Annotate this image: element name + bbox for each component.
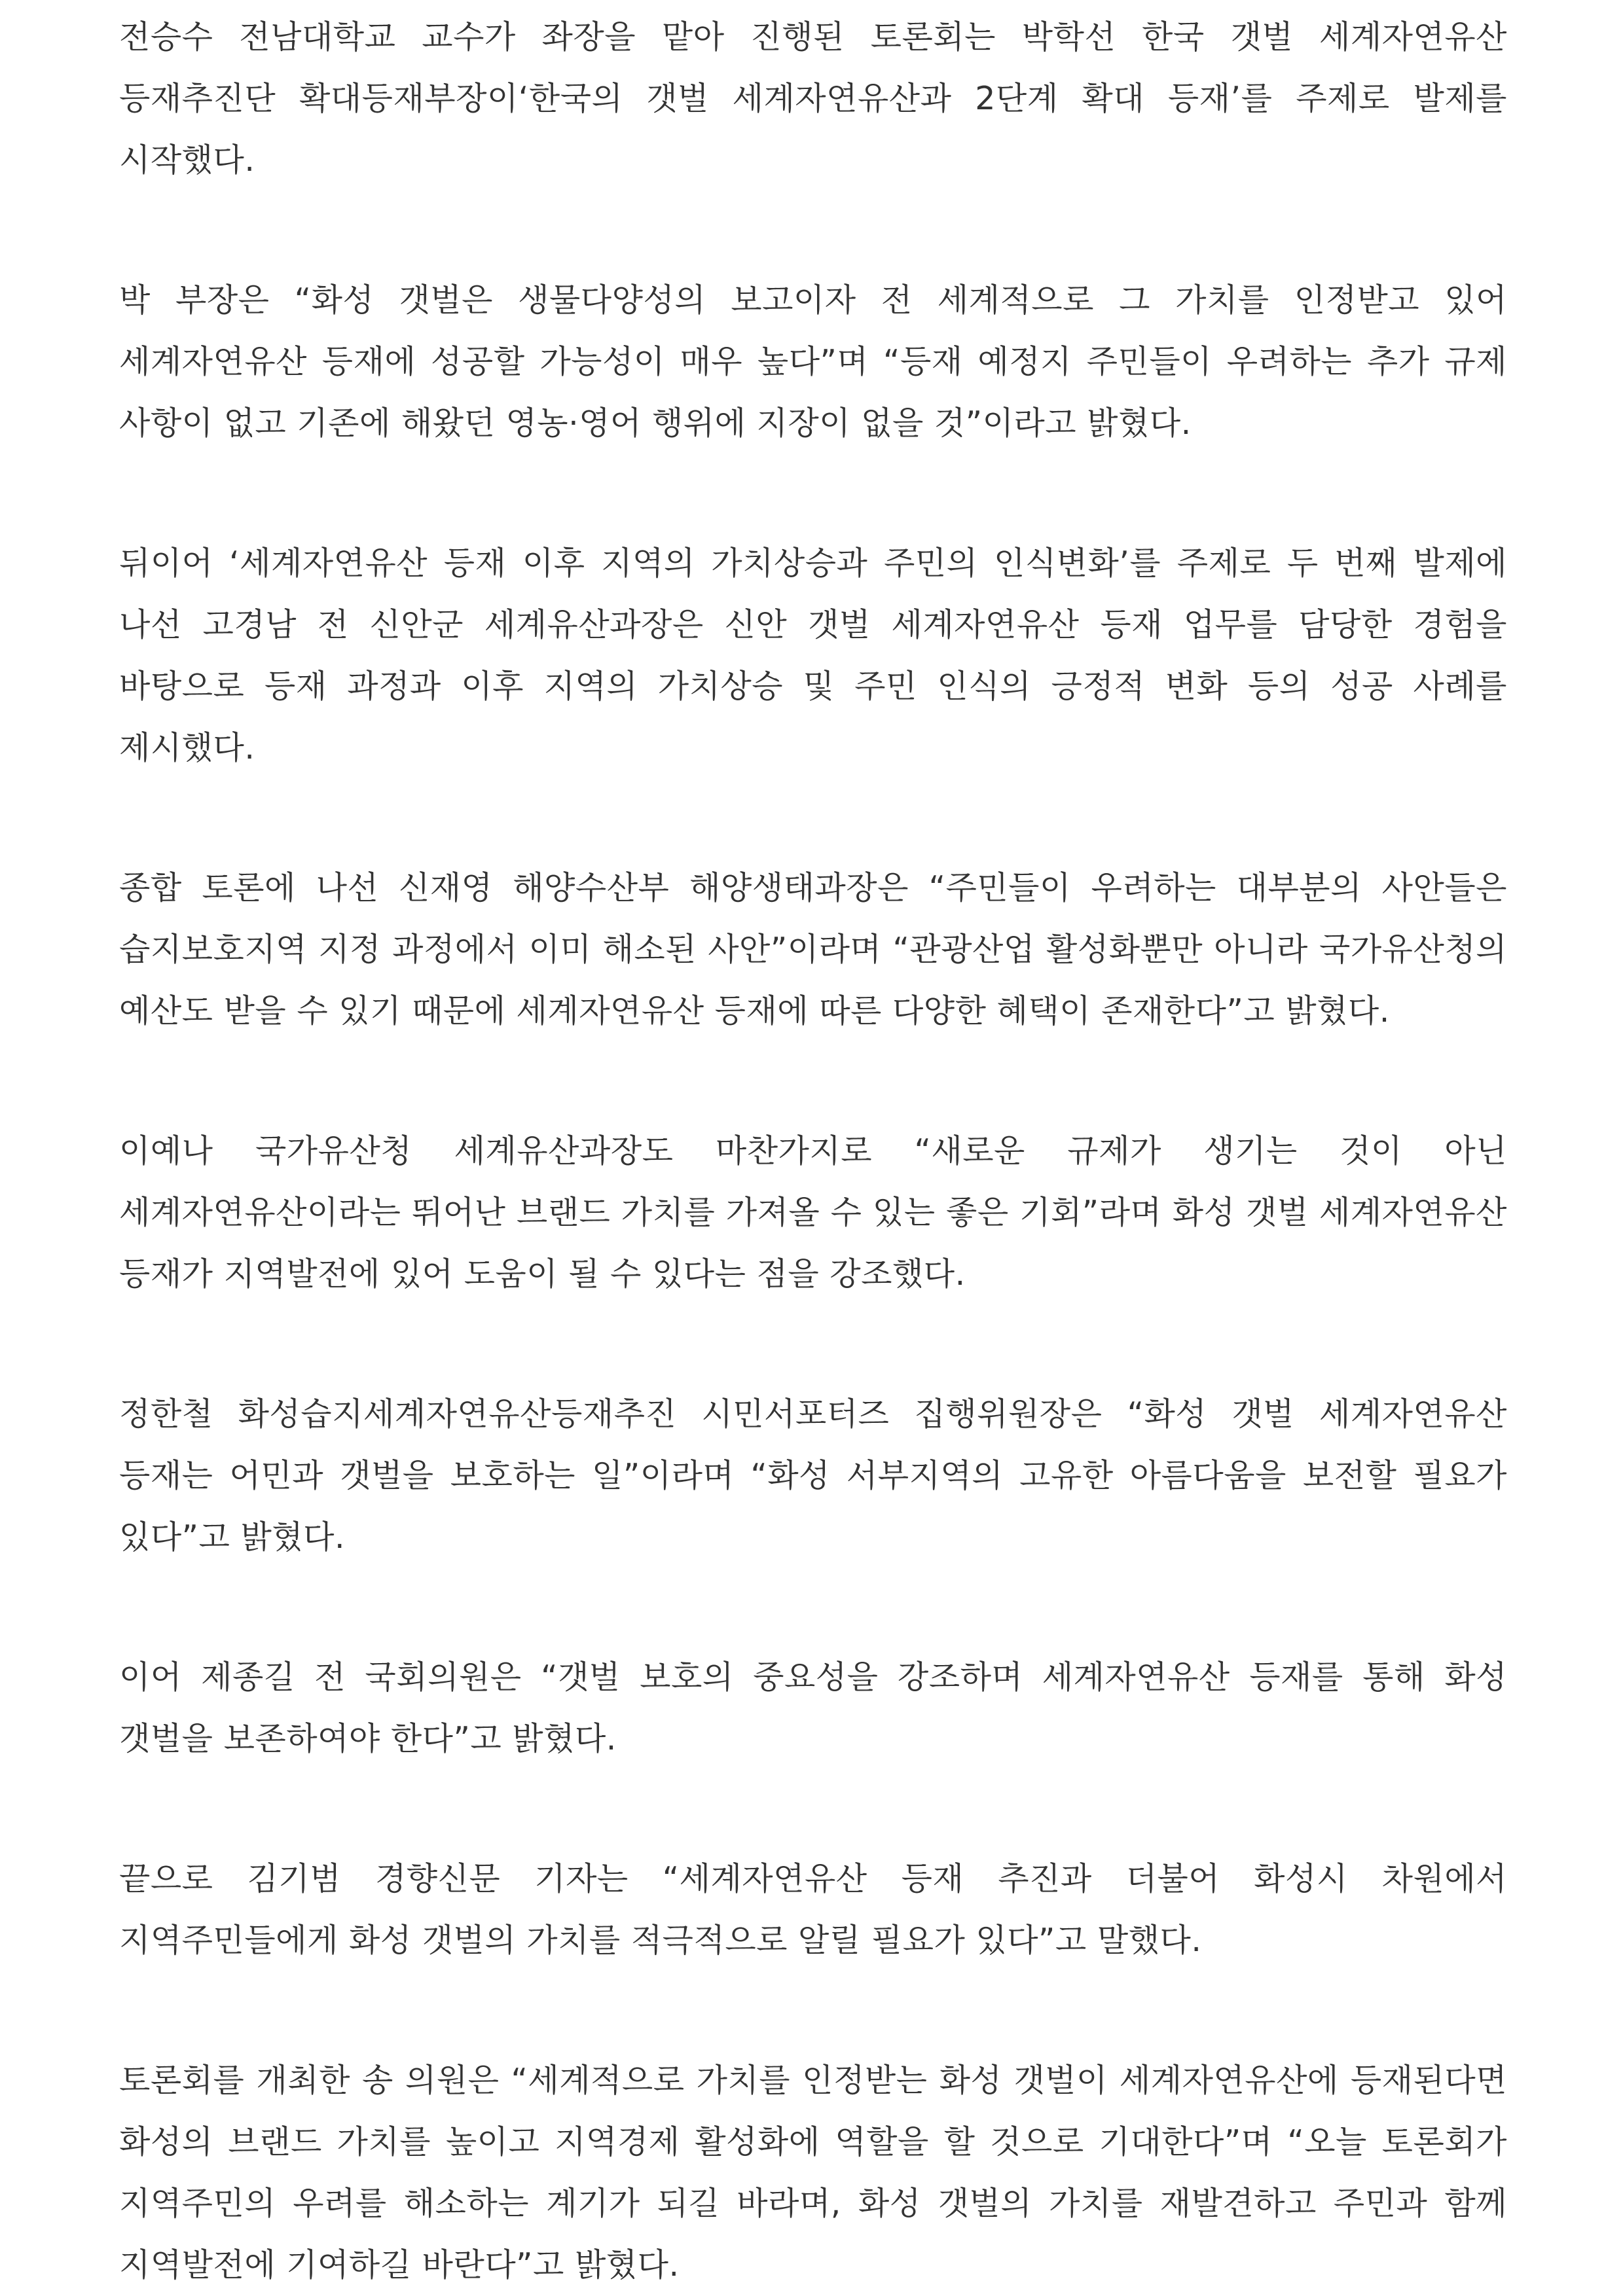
paragraph-moderator-intro: 전승수 전남대학교 교수가 좌장을 맡아 진행된 토론회는 박학선 한국 갯벌 세계자연유산 등재추진단 확대등재부장이‘한국의 갯벌 세계자연유산과 2단계 확대 등재’를 주제로 발제를 시작했다. [119,18,1507,179]
article-body [119,7,1507,2296]
paragraph-ko-presentation: 뒤이어 ‘세계자연유산 등재 이후 지역의 가치상승과 주민의 인식변화’를 주제로 두 번째 발제에 나선 고경남 전 신안군 세계유산과장은 신안 갯벌 세계자연유산 등재 업무를 담당한 경험을 바탕으로 등재 과정과 이후 지역의 가치상승 및 주민 인식의 긍정적 변화 등의 성공 사례를 제시했다. [119,545,1507,766]
paragraph-lee-statement: 이예나 국가유산청 세계유산과장도 마찬가지로 “새로운 규제가 생기는 것이 아닌 세계자연유산이라는 뛰어난 브랜드 가치를 가져올 수 있는 좋은 기회”라며 화성 갯벌 세계자연유산 등재가 지역발전에 있어 도움이 될 수 있다는 점을 강조했다. [119,1132,1507,1293]
paragraph-park-statement: 박 부장은 “화성 갯벌은 생물다양성의 보고이자 전 세계적으로 그 가치를 인정받고 있어 세계자연유산 등재에 성공할 가능성이 매우 높다”며 “등재 예정지 주민들이 우려하는 추가 규제 사항이 없고 기존에 해왔던 영농·영어 행위에 지장이 없을 것”이라고 밝혔다. [119,281,1507,442]
paragraph-shin-discussion: 종합 토론에 나선 신재영 해양수산부 해양생태과장은 “주민들이 우려하는 대부분의 사안들은 습지보호지역 지정 과정에서 이미 해소된 사안”이라며 “관광산업 활성화뿐만 아니라 국가유산청의 예산도 받을 수 있기 때문에 세계자연유산 등재에 따른 다양한 혜택이 존재한다”고 밝혔다. [119,869,1507,1030]
paragraph-je-statement: 이어 제종길 전 국회의원은 “갯벌 보호의 중요성을 강조하며 세계자연유산 등재를 통해 화성 갯벌을 보존하여야 한다”고 밝혔다. [119,1659,1507,1757]
paragraph-song-closing: 토론회를 개최한 송 의원은 “세계적으로 가치를 인정받는 화성 갯벌이 세계자연유산에 등재된다면 화성의 브랜드 가치를 높이고 지역경제 활성화에 역할을 할 것으로 기대한다”며 “오늘 토론회가 지역주민의 우려를 해소하는 계기가 되길 바라며, 화성 갯벌의 가치를 재발견하고 주민과 함께 지역발전에 기여하길 바란다”고 밝혔다. [119,2062,1507,2284]
paragraph-kim-statement: 끝으로 김기범 경향신문 기자는 “세계자연유산 등재 추진과 더불어 화성시 차원에서 지역주민들에게 화성 갯벌의 가치를 적극적으로 알릴 필요가 있다”고 말했다. [119,1860,1507,1959]
paragraph-jung-statement: 정한철 화성습지세계자연유산등재추진 시민서포터즈 집행위원장은 “화성 갯벌 세계자연유산 등재는 어민과 갯벌을 보호하는 일”이라며 “화성 서부지역의 고유한 아름다움을 보전할 필요가 있다”고 밝혔다. [119,1395,1507,1556]
